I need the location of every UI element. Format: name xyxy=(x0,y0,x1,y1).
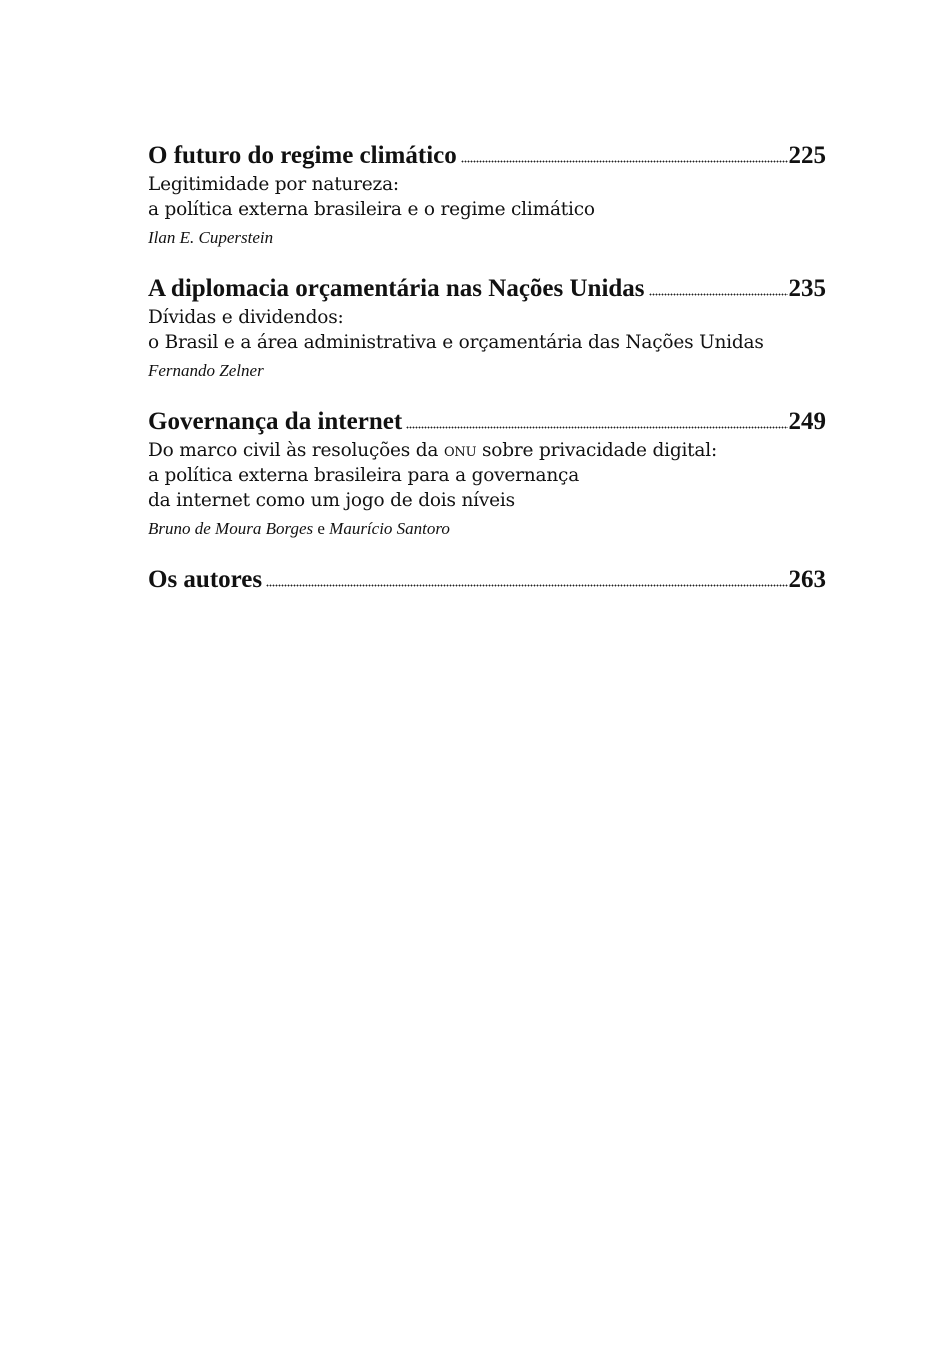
chapter-author: Ilan E. Cuperstein xyxy=(148,228,274,247)
subtitle-line: Dívidas e dividendos: xyxy=(148,307,344,328)
chapter-title: A diplomacia orçamentária nas Nações Unidas xyxy=(148,275,645,302)
abbreviation-onu: onu xyxy=(443,440,477,461)
subtitle-line: da internet como um jogo de dois níveis xyxy=(148,490,515,511)
entry-spacer xyxy=(148,249,826,273)
author-conjunction: e xyxy=(317,519,325,538)
author-name: Maurício Santoro xyxy=(329,519,450,538)
subtitle-line: a política externa brasileira e o regime climático xyxy=(148,199,595,220)
page-number: 225 xyxy=(788,142,826,169)
subtitle-line xyxy=(148,438,826,463)
subtitle-text: sobre privacidade digital: xyxy=(476,440,717,461)
page-number: 249 xyxy=(788,408,826,435)
chapter-author: Fernando Zelner xyxy=(148,361,264,380)
subtitle-text: Do marco civil às resoluções da xyxy=(148,440,444,461)
chapter-subtitle xyxy=(148,172,826,222)
subtitle-line: Legitimidade por natureza: xyxy=(148,174,399,195)
chapter-subtitle xyxy=(148,305,826,355)
toc-entry-heading[interactable] xyxy=(148,273,826,305)
dot-leader xyxy=(406,425,787,429)
entry-spacer xyxy=(148,540,826,564)
page-number: 235 xyxy=(788,275,826,302)
toc-entry[interactable] xyxy=(148,406,826,540)
toc-entry-heading[interactable] xyxy=(148,406,826,438)
dot-leader xyxy=(461,159,788,163)
chapter-title: Os autores xyxy=(148,566,263,593)
chapter-title: Governança da internet xyxy=(148,408,403,435)
toc-entry[interactable] xyxy=(148,564,826,596)
toc-entry[interactable] xyxy=(148,140,826,249)
entry-spacer xyxy=(148,382,826,406)
chapter-title: O futuro do regime climático xyxy=(148,142,457,169)
toc-entry-heading[interactable] xyxy=(148,564,826,596)
chapter-authors xyxy=(148,518,826,540)
subtitle-line: o Brasil e a área administrativa e orçamentária das Nações Unidas xyxy=(148,332,764,353)
subtitle-line: a política externa brasileira para a governança xyxy=(148,465,580,486)
chapter-subtitle xyxy=(148,438,826,513)
toc-entry-heading[interactable] xyxy=(148,140,826,172)
page-number: 263 xyxy=(788,566,826,593)
author-name: Bruno de Moura Borges xyxy=(148,519,314,538)
table-of-contents xyxy=(148,140,826,596)
toc-entry[interactable] xyxy=(148,273,826,382)
dot-leader xyxy=(266,583,787,587)
dot-leader xyxy=(649,292,788,296)
